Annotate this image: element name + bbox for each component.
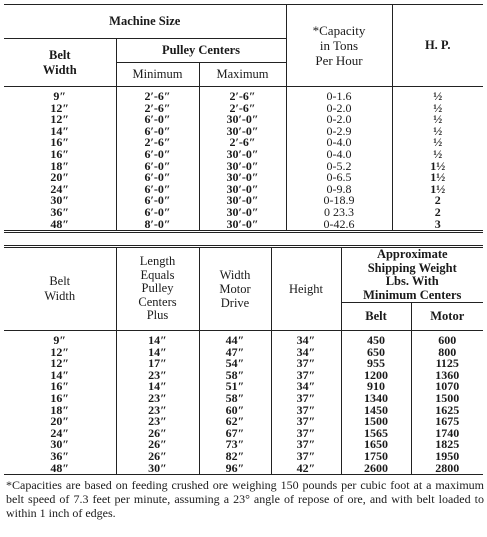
- table-cell: 12″: [50, 112, 70, 127]
- dimensions-table-body: [4, 331, 483, 475]
- table-cell: 1½: [392, 172, 483, 184]
- table-cell: 6′-0″: [116, 195, 199, 207]
- table-cell: 23″: [116, 416, 199, 428]
- width-motor-header-line: Motor: [219, 282, 251, 296]
- table-cell: 30′-0″: [199, 114, 286, 126]
- table-cell: 1125: [411, 358, 483, 370]
- table-cell: 37″: [271, 358, 341, 370]
- length-header-line: Pulley: [141, 281, 174, 296]
- table-cell: 36″: [50, 448, 70, 463]
- table-cell: 0-6.5: [286, 172, 392, 184]
- table-cell: 20″: [50, 414, 70, 429]
- table-cell: 30′-0″: [199, 195, 286, 207]
- table-cell: 30″: [116, 463, 199, 475]
- length-header-line: Centers: [138, 294, 177, 309]
- table-cell: 1740: [411, 428, 483, 440]
- table-cell: 14″: [116, 331, 199, 347]
- table-cell: 34″: [271, 381, 341, 393]
- table-cell: 910: [341, 381, 411, 393]
- length-header-line: Equals: [140, 267, 175, 282]
- table-cell: 1450: [341, 405, 411, 417]
- table-cell: 30′-0″: [199, 172, 286, 184]
- table-cell: 450: [341, 331, 411, 347]
- table-cell: ½: [392, 87, 483, 103]
- table-cell: 600: [411, 331, 483, 347]
- footnote: *Capacities are based on feeding crushed ore weighing 150 pounds per cubic foot at a maximum belt speed of 7.3 feet per minute, assuming a 23° angle of repose of ore, and with belt loaded to within 1 inch of edges.: [6, 478, 484, 521]
- table-cell: 6′-0″: [116, 126, 199, 138]
- table-cell: 54″: [199, 358, 271, 370]
- table-cell: 0-18.9: [286, 195, 392, 207]
- capacity-table-body: [4, 87, 483, 232]
- table-cell: 23″: [116, 405, 199, 417]
- table-cell: 23″: [116, 393, 199, 405]
- table-cell: 1360: [411, 370, 483, 382]
- table-cell: 6′-0″: [116, 172, 199, 184]
- table-cell: 18″: [50, 402, 70, 417]
- table-cell: 1825: [411, 439, 483, 451]
- table-cell: 2′-6″: [116, 103, 199, 115]
- table-cell: 2: [392, 207, 483, 219]
- table-cell: 0 23.3: [286, 207, 392, 219]
- table-cell: 0-2.0: [286, 114, 392, 126]
- length-header-line: Length: [139, 254, 176, 269]
- shipping-header-line: Approximate: [376, 247, 448, 261]
- table-cell: 30′-0″: [199, 149, 286, 161]
- table-cell: 955: [341, 358, 411, 370]
- table-cell: 1565: [341, 428, 411, 440]
- pulley-centers-header: Pulley Centers: [116, 39, 286, 63]
- belt-width-header-line: Width: [44, 289, 76, 303]
- length-header-line: Plus: [146, 308, 169, 323]
- maximum-header: Maximum: [199, 63, 286, 87]
- table-cell: 37″: [271, 416, 341, 428]
- table-cell: 14″: [50, 367, 70, 382]
- table-cell: 12″: [50, 356, 70, 371]
- table-cell: 1650: [341, 439, 411, 451]
- shipping-header-line: Minimum Centers: [363, 287, 462, 302]
- table-cell: 1950: [411, 451, 483, 463]
- table-cell: 30″: [50, 437, 70, 452]
- table-cell: 24″: [50, 425, 70, 440]
- belt-width-header-2: [4, 247, 116, 331]
- table-cell: 48″: [50, 460, 70, 475]
- table-cell: 14″: [116, 347, 199, 359]
- length-header: [116, 247, 199, 331]
- belt-width-header-line: Belt: [48, 47, 71, 62]
- table-cell: 82″: [199, 451, 271, 463]
- table-cell: 6′-0″: [116, 114, 199, 126]
- height-header: Height: [271, 247, 341, 331]
- table-cell: 47″: [199, 347, 271, 359]
- table-cell: 24″: [50, 181, 70, 196]
- table-cell: 9″: [53, 89, 67, 103]
- table-cell: 0-1.6: [286, 87, 392, 103]
- table-cell: 6′-0″: [116, 207, 199, 219]
- belt-width-header-line: Width: [42, 62, 77, 77]
- table-cell: 0-4.0: [286, 137, 392, 149]
- table-cell: 16″: [50, 379, 70, 394]
- table-cell: 1340: [341, 393, 411, 405]
- table-cell: 6′-0″: [116, 184, 199, 196]
- table-cell: ½: [392, 114, 483, 126]
- table-cell: 1500: [341, 416, 411, 428]
- table-cell: 0-9.8: [286, 184, 392, 196]
- table-cell: 48″: [50, 216, 70, 231]
- table-cell: 0-4.0: [286, 149, 392, 161]
- table-cell: 2′-6″: [199, 87, 286, 103]
- table-cell: 0-2.9: [286, 126, 392, 138]
- dimensions-table: [4, 245, 483, 475]
- table-cell: 26″: [116, 451, 199, 463]
- table-cell: 16″: [50, 135, 70, 150]
- table-cell: 16″: [50, 146, 70, 161]
- table-cell: ½: [392, 149, 483, 161]
- table-cell: 58″: [199, 393, 271, 405]
- belt-weight-header: Belt: [341, 303, 411, 331]
- table-cell: 30′-0″: [199, 207, 286, 219]
- table-cell: 62″: [199, 416, 271, 428]
- table-cell: 20″: [50, 170, 70, 185]
- table-cell: 30″: [50, 193, 70, 208]
- table-cell: 2′-6″: [199, 103, 286, 115]
- capacity-header-line: *Capacity: [312, 23, 366, 38]
- table-cell: 37″: [271, 428, 341, 440]
- table-cell: ½: [392, 137, 483, 149]
- table-cell: 37″: [271, 451, 341, 463]
- table-row: [4, 463, 483, 475]
- table-cell: 60″: [199, 405, 271, 417]
- table-cell: 67″: [199, 428, 271, 440]
- table-cell: 6′-0″: [116, 161, 199, 173]
- table-cell: 23″: [116, 370, 199, 382]
- table-cell: 73″: [199, 439, 271, 451]
- table-cell: 37″: [271, 405, 341, 417]
- belt-width-header: [4, 39, 116, 87]
- capacity-table: [4, 4, 483, 233]
- table-cell: 1200: [341, 370, 411, 382]
- width-motor-header: [199, 247, 271, 331]
- table-cell: 42″: [271, 463, 341, 475]
- table-cell: ½: [392, 103, 483, 115]
- shipping-header-line: Lbs. With: [385, 274, 439, 288]
- table-cell: 0-2.0: [286, 103, 392, 115]
- belt-width-header-line: Belt: [49, 274, 71, 288]
- table-cell: 1625: [411, 405, 483, 417]
- shipping-weight-header: [341, 247, 483, 303]
- table-cell: 3: [392, 219, 483, 232]
- table-cell: 2′-6″: [199, 137, 286, 149]
- table-cell: 0-5.2: [286, 161, 392, 173]
- table-row: [4, 219, 483, 232]
- table-cell: 2′-6″: [116, 87, 199, 103]
- table-cell: 34″: [271, 347, 341, 359]
- table-cell: 37″: [271, 393, 341, 405]
- table-cell: 51″: [199, 381, 271, 393]
- table-cell: 30′-0″: [199, 184, 286, 196]
- table-cell: 58″: [199, 370, 271, 382]
- table-cell: 1070: [411, 381, 483, 393]
- table-cell: 36″: [50, 204, 70, 219]
- machine-size-header: Machine Size: [109, 14, 181, 28]
- table-cell: 14″: [116, 381, 199, 393]
- table-cell: 2600: [341, 463, 411, 475]
- width-motor-header-line: Width: [219, 268, 251, 282]
- table-cell: 2: [392, 195, 483, 207]
- table-cell: 26″: [116, 428, 199, 440]
- table-cell: 17″: [116, 358, 199, 370]
- table-cell: ½: [392, 126, 483, 138]
- table-cell: 1½: [392, 161, 483, 173]
- table-cell: 30′-0″: [199, 219, 286, 232]
- table-cell: 16″: [50, 390, 70, 405]
- table-cell: 1750: [341, 451, 411, 463]
- shipping-header-line: Shipping Weight: [367, 260, 457, 275]
- table-cell: 2800: [411, 463, 483, 475]
- motor-weight-header: Motor: [411, 303, 483, 331]
- table-cell: 0-42.6: [286, 219, 392, 232]
- capacity-header-line: in Tons: [319, 38, 359, 53]
- minimum-header: Minimum: [116, 63, 199, 87]
- capacity-header: [286, 5, 392, 87]
- table-cell: 12″: [50, 344, 70, 359]
- table-cell: 800: [411, 347, 483, 359]
- table-cell: 1½: [392, 184, 483, 196]
- hp-header: H. P.: [392, 5, 483, 87]
- table-cell: 14″: [50, 123, 70, 138]
- table-cell: 1500: [411, 393, 483, 405]
- table-cell: 1675: [411, 416, 483, 428]
- width-motor-header-line: Drive: [220, 296, 250, 310]
- table-cell: 6′-0″: [116, 149, 199, 161]
- table-cell: 30′-0″: [199, 126, 286, 138]
- table-cell: 650: [341, 347, 411, 359]
- table-cell: 12″: [50, 100, 70, 115]
- capacity-header-line: Per Hour: [315, 53, 363, 68]
- table-cell: 8′-0″: [116, 219, 199, 232]
- table-cell: 2′-6″: [116, 137, 199, 149]
- table-cell: 96″: [199, 463, 271, 475]
- table-cell: 44″: [199, 331, 271, 347]
- table-cell: 34″: [271, 331, 341, 347]
- table-cell: 37″: [271, 439, 341, 451]
- table-cell: 37″: [271, 370, 341, 382]
- table-cell: 30′-0″: [199, 161, 286, 173]
- table-cell: 26″: [116, 439, 199, 451]
- table-cell: 18″: [50, 158, 70, 173]
- table-cell: 9″: [53, 333, 67, 347]
